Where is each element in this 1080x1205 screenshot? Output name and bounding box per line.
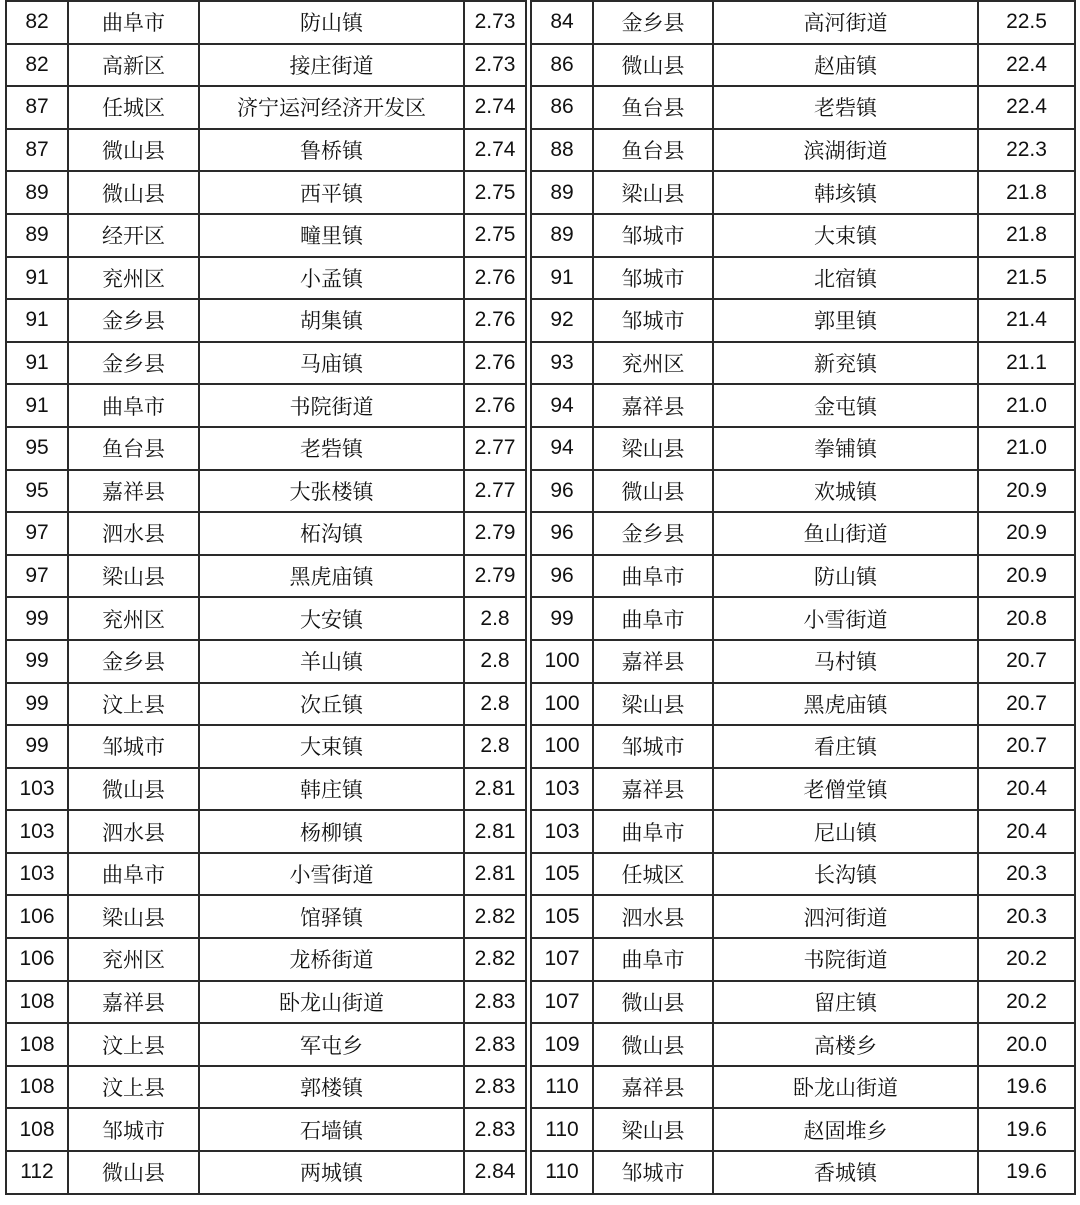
town-cell: 赵固堆乡 (713, 1108, 978, 1151)
value-cell: 20.7 (978, 683, 1075, 726)
county-cell: 金乡县 (593, 1, 713, 44)
table-row (6, 810, 526, 853)
value-cell: 2.83 (464, 1023, 526, 1066)
county-cell: 微山县 (593, 981, 713, 1024)
rank-cell: 95 (6, 470, 68, 513)
table-row (531, 257, 1075, 300)
table-row (6, 214, 526, 257)
county-cell: 兖州区 (593, 342, 713, 385)
county-cell: 嘉祥县 (68, 981, 199, 1024)
table-row (531, 981, 1075, 1024)
county-cell: 经开区 (68, 214, 199, 257)
county-cell: 泗水县 (68, 810, 199, 853)
table-row (531, 683, 1075, 726)
table-row (6, 1108, 526, 1151)
county-cell: 嘉祥县 (593, 640, 713, 683)
county-cell: 汶上县 (68, 1066, 199, 1109)
county-cell: 微山县 (68, 171, 199, 214)
table-row (6, 895, 526, 938)
value-cell: 2.75 (464, 214, 526, 257)
table-row (531, 640, 1075, 683)
county-cell: 邹城市 (593, 725, 713, 768)
value-cell: 2.8 (464, 725, 526, 768)
value-cell: 2.79 (464, 555, 526, 598)
table-row (6, 597, 526, 640)
rank-cell: 109 (531, 1023, 593, 1066)
town-cell: 济宁运河经济开发区 (199, 86, 464, 129)
town-cell: 韩垓镇 (713, 171, 978, 214)
county-cell: 鱼台县 (68, 427, 199, 470)
table-row (531, 1023, 1075, 1066)
table-row (6, 257, 526, 300)
table-row (531, 810, 1075, 853)
table-row (531, 299, 1075, 342)
rank-cell: 95 (6, 427, 68, 470)
county-cell: 曲阜市 (68, 384, 199, 427)
town-cell: 赵庙镇 (713, 44, 978, 87)
county-cell: 梁山县 (593, 683, 713, 726)
table-row (531, 853, 1075, 896)
county-cell: 梁山县 (593, 1108, 713, 1151)
town-cell: 柘沟镇 (199, 512, 464, 555)
table-row (531, 512, 1075, 555)
rank-cell: 100 (531, 725, 593, 768)
town-cell: 马庙镇 (199, 342, 464, 385)
county-cell: 兖州区 (68, 938, 199, 981)
table-row (6, 555, 526, 598)
county-cell: 曲阜市 (68, 1, 199, 44)
rank-cell: 89 (6, 171, 68, 214)
rank-cell: 96 (531, 555, 593, 598)
rank-cell: 91 (6, 299, 68, 342)
value-cell: 2.8 (464, 640, 526, 683)
county-cell: 微山县 (68, 129, 199, 172)
county-cell: 邹城市 (68, 725, 199, 768)
rank-cell: 108 (6, 1066, 68, 1109)
rank-cell: 97 (6, 512, 68, 555)
value-cell: 2.8 (464, 683, 526, 726)
value-cell: 20.9 (978, 512, 1075, 555)
table-row (6, 1151, 526, 1194)
town-cell: 防山镇 (199, 1, 464, 44)
rank-cell: 86 (531, 86, 593, 129)
county-cell: 微山县 (68, 1151, 199, 1194)
county-cell: 金乡县 (68, 342, 199, 385)
table-row (531, 1108, 1075, 1151)
county-cell: 微山县 (593, 470, 713, 513)
right-table-body (531, 1, 1075, 1194)
town-cell: 金屯镇 (713, 384, 978, 427)
rank-cell: 91 (6, 384, 68, 427)
town-cell: 卧龙山街道 (713, 1066, 978, 1109)
value-cell: 21.0 (978, 384, 1075, 427)
rank-cell: 96 (531, 512, 593, 555)
rank-cell: 107 (531, 938, 593, 981)
value-cell: 2.83 (464, 1066, 526, 1109)
rank-cell: 110 (531, 1151, 593, 1194)
rank-cell: 87 (6, 129, 68, 172)
value-cell: 2.81 (464, 768, 526, 811)
town-cell: 郭楼镇 (199, 1066, 464, 1109)
rank-cell: 89 (531, 171, 593, 214)
town-cell: 小雪街道 (713, 597, 978, 640)
town-cell: 次丘镇 (199, 683, 464, 726)
table-row (6, 470, 526, 513)
table-row (6, 640, 526, 683)
town-cell: 韩庄镇 (199, 768, 464, 811)
table-row (531, 44, 1075, 87)
table-row (531, 427, 1075, 470)
rank-cell: 106 (6, 938, 68, 981)
county-cell: 邹城市 (593, 257, 713, 300)
town-cell: 新兖镇 (713, 342, 978, 385)
rank-cell: 103 (6, 810, 68, 853)
value-cell: 19.6 (978, 1108, 1075, 1151)
county-cell: 任城区 (68, 86, 199, 129)
rank-cell: 99 (6, 597, 68, 640)
county-cell: 兖州区 (68, 597, 199, 640)
rank-cell: 86 (531, 44, 593, 87)
rank-cell: 99 (6, 640, 68, 683)
value-cell: 20.7 (978, 640, 1075, 683)
town-cell: 泗河街道 (713, 895, 978, 938)
rank-cell: 107 (531, 981, 593, 1024)
town-cell: 大束镇 (713, 214, 978, 257)
county-cell: 邹城市 (593, 299, 713, 342)
rank-cell: 94 (531, 427, 593, 470)
town-cell: 高楼乡 (713, 1023, 978, 1066)
value-cell: 2.77 (464, 470, 526, 513)
table-row (531, 342, 1075, 385)
table-row (531, 86, 1075, 129)
town-cell: 大束镇 (199, 725, 464, 768)
value-cell: 21.4 (978, 299, 1075, 342)
county-cell: 嘉祥县 (593, 384, 713, 427)
county-cell: 鱼台县 (593, 86, 713, 129)
value-cell: 2.73 (464, 44, 526, 87)
county-cell: 曲阜市 (593, 810, 713, 853)
county-cell: 任城区 (593, 853, 713, 896)
value-cell: 2.74 (464, 86, 526, 129)
town-cell: 留庄镇 (713, 981, 978, 1024)
town-cell: 鱼山街道 (713, 512, 978, 555)
rank-cell: 106 (6, 895, 68, 938)
value-cell: 20.8 (978, 597, 1075, 640)
county-cell: 邹城市 (593, 1151, 713, 1194)
value-cell: 19.6 (978, 1151, 1075, 1194)
town-cell: 北宿镇 (713, 257, 978, 300)
table-row (531, 214, 1075, 257)
town-cell: 龙桥街道 (199, 938, 464, 981)
town-cell: 馆驿镇 (199, 895, 464, 938)
county-cell: 邹城市 (68, 1108, 199, 1151)
value-cell: 2.76 (464, 299, 526, 342)
value-cell: 22.3 (978, 129, 1075, 172)
town-cell: 欢城镇 (713, 470, 978, 513)
county-cell: 汶上县 (68, 683, 199, 726)
rank-cell: 105 (531, 853, 593, 896)
town-cell: 老僧堂镇 (713, 768, 978, 811)
rank-cell: 100 (531, 683, 593, 726)
rank-cell: 94 (531, 384, 593, 427)
value-cell: 2.76 (464, 342, 526, 385)
value-cell: 20.4 (978, 810, 1075, 853)
town-cell: 高河街道 (713, 1, 978, 44)
rank-cell: 97 (6, 555, 68, 598)
town-cell: 郭里镇 (713, 299, 978, 342)
county-cell: 鱼台县 (593, 129, 713, 172)
county-cell: 梁山县 (68, 895, 199, 938)
table-row (6, 512, 526, 555)
value-cell: 21.0 (978, 427, 1075, 470)
table-row (6, 342, 526, 385)
town-cell: 石墙镇 (199, 1108, 464, 1151)
town-cell: 胡集镇 (199, 299, 464, 342)
rank-cell: 91 (6, 257, 68, 300)
right-ranking-table (530, 0, 1076, 1195)
town-cell: 大张楼镇 (199, 470, 464, 513)
town-cell: 军屯乡 (199, 1023, 464, 1066)
table-row (6, 299, 526, 342)
rank-cell: 105 (531, 895, 593, 938)
county-cell: 曲阜市 (68, 853, 199, 896)
rank-cell: 91 (531, 257, 593, 300)
town-cell: 卧龙山街道 (199, 981, 464, 1024)
value-cell: 2.82 (464, 938, 526, 981)
county-cell: 兖州区 (68, 257, 199, 300)
county-cell: 汶上县 (68, 1023, 199, 1066)
value-cell: 2.76 (464, 257, 526, 300)
value-cell: 20.4 (978, 768, 1075, 811)
value-cell: 2.84 (464, 1151, 526, 1194)
town-cell: 西平镇 (199, 171, 464, 214)
town-cell: 书院街道 (713, 938, 978, 981)
town-cell: 疃里镇 (199, 214, 464, 257)
rank-cell: 92 (531, 299, 593, 342)
county-cell: 微山县 (593, 44, 713, 87)
rank-cell: 108 (6, 1023, 68, 1066)
table-row (6, 129, 526, 172)
county-cell: 梁山县 (68, 555, 199, 598)
value-cell: 20.9 (978, 470, 1075, 513)
town-cell: 拳铺镇 (713, 427, 978, 470)
rank-cell: 82 (6, 1, 68, 44)
rank-cell: 96 (531, 470, 593, 513)
town-cell: 鲁桥镇 (199, 129, 464, 172)
county-cell: 高新区 (68, 44, 199, 87)
county-cell: 嘉祥县 (68, 470, 199, 513)
table-row (6, 1, 526, 44)
value-cell: 19.6 (978, 1066, 1075, 1109)
value-cell: 20.3 (978, 895, 1075, 938)
value-cell: 2.82 (464, 895, 526, 938)
town-cell: 黑虎庙镇 (199, 555, 464, 598)
county-cell: 微山县 (68, 768, 199, 811)
rank-cell: 110 (531, 1108, 593, 1151)
value-cell: 2.81 (464, 853, 526, 896)
left-table-body (6, 1, 526, 1194)
value-cell: 2.76 (464, 384, 526, 427)
table-row (531, 470, 1075, 513)
table-row (531, 938, 1075, 981)
town-cell: 羊山镇 (199, 640, 464, 683)
rank-cell: 103 (6, 853, 68, 896)
county-cell: 泗水县 (593, 895, 713, 938)
rank-cell: 89 (6, 214, 68, 257)
town-cell: 看庄镇 (713, 725, 978, 768)
town-cell: 接庄街道 (199, 44, 464, 87)
table-row (531, 597, 1075, 640)
town-cell: 杨柳镇 (199, 810, 464, 853)
table-row (6, 384, 526, 427)
rank-cell: 88 (531, 129, 593, 172)
table-row (531, 725, 1075, 768)
rank-cell: 91 (6, 342, 68, 385)
value-cell: 22.4 (978, 86, 1075, 129)
table-row (6, 725, 526, 768)
value-cell: 21.8 (978, 171, 1075, 214)
county-cell: 梁山县 (593, 171, 713, 214)
town-cell: 滨湖街道 (713, 129, 978, 172)
county-cell: 金乡县 (68, 640, 199, 683)
table-row (531, 1, 1075, 44)
value-cell: 22.4 (978, 44, 1075, 87)
town-cell: 马村镇 (713, 640, 978, 683)
rank-cell: 103 (6, 768, 68, 811)
value-cell: 2.79 (464, 512, 526, 555)
rank-cell: 93 (531, 342, 593, 385)
value-cell: 20.2 (978, 938, 1075, 981)
value-cell: 20.9 (978, 555, 1075, 598)
county-cell: 泗水县 (68, 512, 199, 555)
table-row (531, 895, 1075, 938)
county-cell: 曲阜市 (593, 555, 713, 598)
value-cell: 20.2 (978, 981, 1075, 1024)
table-row (6, 86, 526, 129)
rank-cell: 110 (531, 1066, 593, 1109)
rank-cell: 82 (6, 44, 68, 87)
table-row (6, 1023, 526, 1066)
town-cell: 黑虎庙镇 (713, 683, 978, 726)
table-row (6, 768, 526, 811)
value-cell: 2.83 (464, 981, 526, 1024)
town-cell: 小雪街道 (199, 853, 464, 896)
table-row (531, 129, 1075, 172)
county-cell: 曲阜市 (593, 938, 713, 981)
table-row (531, 1066, 1075, 1109)
rank-cell: 87 (6, 86, 68, 129)
table-row (6, 683, 526, 726)
town-cell: 防山镇 (713, 555, 978, 598)
table-row (531, 768, 1075, 811)
value-cell: 2.81 (464, 810, 526, 853)
rank-cell: 103 (531, 810, 593, 853)
table-row (531, 171, 1075, 214)
table-row (531, 1151, 1075, 1194)
value-cell: 20.7 (978, 725, 1075, 768)
rank-cell: 99 (6, 725, 68, 768)
value-cell: 21.1 (978, 342, 1075, 385)
county-cell: 嘉祥县 (593, 768, 713, 811)
table-row (6, 938, 526, 981)
town-cell: 尼山镇 (713, 810, 978, 853)
table-row (6, 853, 526, 896)
table-row (531, 555, 1075, 598)
town-cell: 长沟镇 (713, 853, 978, 896)
town-cell: 老砦镇 (713, 86, 978, 129)
value-cell: 22.5 (978, 1, 1075, 44)
county-cell: 梁山县 (593, 427, 713, 470)
county-cell: 嘉祥县 (593, 1066, 713, 1109)
value-cell: 21.8 (978, 214, 1075, 257)
value-cell: 2.83 (464, 1108, 526, 1151)
rank-cell: 103 (531, 768, 593, 811)
rank-cell: 100 (531, 640, 593, 683)
county-cell: 邹城市 (593, 214, 713, 257)
table-row (6, 171, 526, 214)
table-row (6, 1066, 526, 1109)
left-ranking-table (5, 0, 527, 1195)
value-cell: 2.74 (464, 129, 526, 172)
town-cell: 小孟镇 (199, 257, 464, 300)
rank-cell: 112 (6, 1151, 68, 1194)
county-cell: 金乡县 (68, 299, 199, 342)
county-cell: 微山县 (593, 1023, 713, 1066)
rank-cell: 108 (6, 981, 68, 1024)
county-cell: 曲阜市 (593, 597, 713, 640)
value-cell: 2.73 (464, 1, 526, 44)
town-cell: 两城镇 (199, 1151, 464, 1194)
rank-cell: 99 (6, 683, 68, 726)
table-row (6, 44, 526, 87)
value-cell: 20.0 (978, 1023, 1075, 1066)
rank-cell: 89 (531, 214, 593, 257)
rank-cell: 108 (6, 1108, 68, 1151)
rank-cell: 99 (531, 597, 593, 640)
value-cell: 2.77 (464, 427, 526, 470)
county-cell: 金乡县 (593, 512, 713, 555)
value-cell: 21.5 (978, 257, 1075, 300)
town-cell: 大安镇 (199, 597, 464, 640)
town-cell: 香城镇 (713, 1151, 978, 1194)
table-row (6, 427, 526, 470)
value-cell: 2.8 (464, 597, 526, 640)
value-cell: 2.75 (464, 171, 526, 214)
table-row (531, 384, 1075, 427)
table-row (6, 981, 526, 1024)
town-cell: 老砦镇 (199, 427, 464, 470)
town-cell: 书院街道 (199, 384, 464, 427)
value-cell: 20.3 (978, 853, 1075, 896)
rank-cell: 84 (531, 1, 593, 44)
